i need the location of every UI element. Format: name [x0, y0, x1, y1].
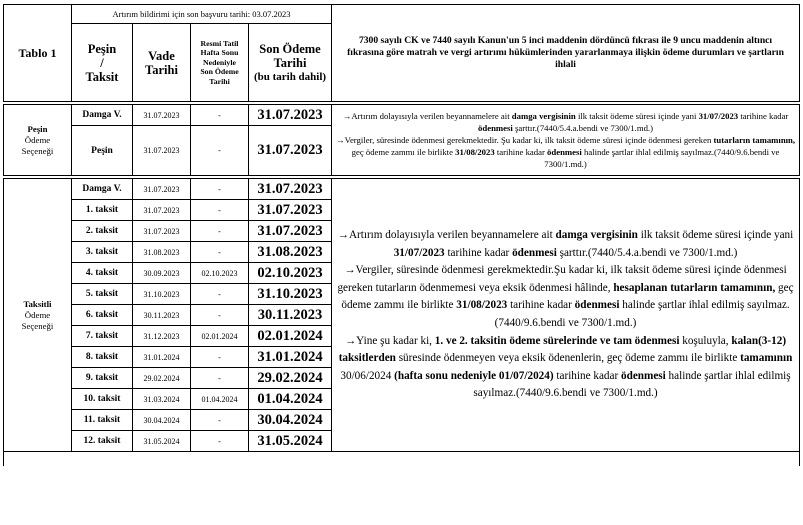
table-label: Tablo 1	[4, 5, 72, 102]
pesin-group-label: Peşin Ödeme Seçeneği	[4, 105, 72, 176]
col-header-son-odeme: Son Ödeme Tarihi (bu tarih dahil)	[249, 24, 332, 102]
vade-date: 31.01.2024	[133, 347, 191, 368]
due-date: 31.07.2023	[249, 105, 332, 126]
due-date: 01.04.2024	[249, 389, 332, 410]
vade-date: 31.10.2023	[133, 284, 191, 305]
due-date: 31.07.2023	[249, 221, 332, 242]
holiday-date: 02.10.2023	[191, 263, 249, 284]
row-label: 6. taksit	[72, 305, 133, 326]
due-date: 31.07.2023	[249, 179, 332, 200]
due-date: 31.01.2024	[249, 347, 332, 368]
row-label: Peşin	[72, 126, 133, 176]
due-date: 02.01.2024	[249, 326, 332, 347]
vade-date: 31.07.2023	[133, 179, 191, 200]
vade-date: 30.04.2024	[133, 410, 191, 431]
vade-date: 31.07.2023	[133, 200, 191, 221]
vade-date: 30.09.2023	[133, 263, 191, 284]
holiday-date: 01.04.2024	[191, 389, 249, 410]
due-date: 31.05.2024	[249, 431, 332, 452]
holiday-date: -	[191, 347, 249, 368]
holiday-date: -	[191, 126, 249, 176]
col-header-pesin-taksit: Peşin / Taksit	[72, 24, 133, 102]
row-label: 7. taksit	[72, 326, 133, 347]
holiday-date: -	[191, 200, 249, 221]
holiday-date: -	[191, 284, 249, 305]
due-date: 31.10.2023	[249, 284, 332, 305]
vade-date: 31.03.2024	[133, 389, 191, 410]
holiday-date: -	[191, 179, 249, 200]
holiday-date: -	[191, 221, 249, 242]
description-header: 7300 sayılı CK ve 7440 sayılı Kanun'un 5 inci maddenin dördüncü fıkrası ile 9 uncu maddenin altıncı fıkrasına göre matrah ve vergi artırımı hükümlerinden yararlanmaya ilişkin ödeme durumları ve şartların ihlali	[332, 5, 800, 102]
application-deadline-note: Artırım bildirimi için son başvuru tarihi: 03.07.2023	[72, 5, 332, 24]
row-label: 10. taksit	[72, 389, 133, 410]
row-label: 1. taksit	[72, 200, 133, 221]
vade-date: 29.02.2024	[133, 368, 191, 389]
row-label: 3. taksit	[72, 242, 133, 263]
row-label: 5. taksit	[72, 284, 133, 305]
row-label: 11. taksit	[72, 410, 133, 431]
pesin-description: →Artırım dolayısıyla verilen beyannamelere ait damga vergisinin ilk taksit ödeme süresi içinde yani 31/07/2023 tarihine kadar ödenmesi şarttır.(7440/5.4.a.bendi ve 7300/1.md.) →Vergiler, süresinde ödenmesi gerekmektedir. Şu kadar ki, ilk taksit ödeme süresi içinde ödenmesi gereken tutarların tamamının, geç ödeme zammı ile birlikte 31/08/2023 tarihine kadar ödenmesi halinde şartlar ihlal edilmiş sayılmaz.(7440/9.6.bendi ve 7300/1.md.)	[332, 105, 800, 176]
row-label: 4. taksit	[72, 263, 133, 284]
holiday-date: -	[191, 410, 249, 431]
holiday-date: 02.01.2024	[191, 326, 249, 347]
due-date: 30.04.2024	[249, 410, 332, 431]
table-bottom-edge	[4, 452, 800, 467]
row-label: Damga V.	[72, 105, 133, 126]
holiday-date: -	[191, 431, 249, 452]
holiday-date: -	[191, 368, 249, 389]
table-row	[4, 105, 800, 126]
due-date: 31.07.2023	[249, 126, 332, 176]
vade-date: 31.12.2023	[133, 326, 191, 347]
holiday-date: -	[191, 105, 249, 126]
taksitli-group-label: Taksitli Ödeme Seçeneği	[4, 179, 72, 452]
payment-schedule-table	[3, 4, 800, 466]
holiday-date: -	[191, 242, 249, 263]
col-header-resmi-tatil: Resmi Tatil Hafta Sonu Nedeniyle Son Ödeme Tarihi	[191, 24, 249, 102]
due-date: 02.10.2023	[249, 263, 332, 284]
row-label: Damga V.	[72, 179, 133, 200]
row-label: 8. taksit	[72, 347, 133, 368]
vade-date: 31.07.2023	[133, 221, 191, 242]
vade-date: 31.08.2023	[133, 242, 191, 263]
due-date: 29.02.2024	[249, 368, 332, 389]
col-header-vade: Vade Tarihi	[133, 24, 191, 102]
vade-date: 30.11.2023	[133, 305, 191, 326]
vade-date: 31.05.2024	[133, 431, 191, 452]
due-date: 30.11.2023	[249, 305, 332, 326]
holiday-date: -	[191, 305, 249, 326]
due-date: 31.07.2023	[249, 200, 332, 221]
vade-date: 31.07.2023	[133, 105, 191, 126]
row-label: 9. taksit	[72, 368, 133, 389]
taksitli-description: →Artırım dolayısıyla verilen beyannamelere ait damga vergisinin ilk taksit ödeme süresi içinde yani 31/07/2023 tarihine kadar ödenmesi şarttır.(7440/5.4.a.bendi ve 7300/1.md.) →Vergiler, süresinde ödenmesi gerekmektedir.Şu kadar ki, ilk taksit ödeme süresi içinde ödenmesi gereken tutarların ödenmemesi veya eksik ödenmesi hâlinde, hesaplanan tutarların tamamının, geç ödeme zammı ile birlikte 31/08/2023 tarihine kadar ödenmesi halinde şartlar ihlal edilmiş sayılmaz.(7440/9.6.bendi ve 7300/1.md.) →Yine şu kadar ki, 1. ve 2. taksitin ödeme sürelerinde ve tam ödenmesi koşuluyla, kalan(3-12) taksitlerden süresinde ödenmeyen veya eksik ödenenlerin, geç ödeme zammı ile birlikte tamamının 30/06/2024 (hafta sonu nedeniyle 01/07/2024) tarihine kadar ödenmesi halinde şartlar ihlal edilmiş sayılmaz.(7440/9.6.bendi ve 7300/1.md.)	[332, 179, 800, 452]
table-row	[4, 179, 800, 200]
vade-date: 31.07.2023	[133, 126, 191, 176]
row-label: 2. taksit	[72, 221, 133, 242]
row-label: 12. taksit	[72, 431, 133, 452]
due-date: 31.08.2023	[249, 242, 332, 263]
